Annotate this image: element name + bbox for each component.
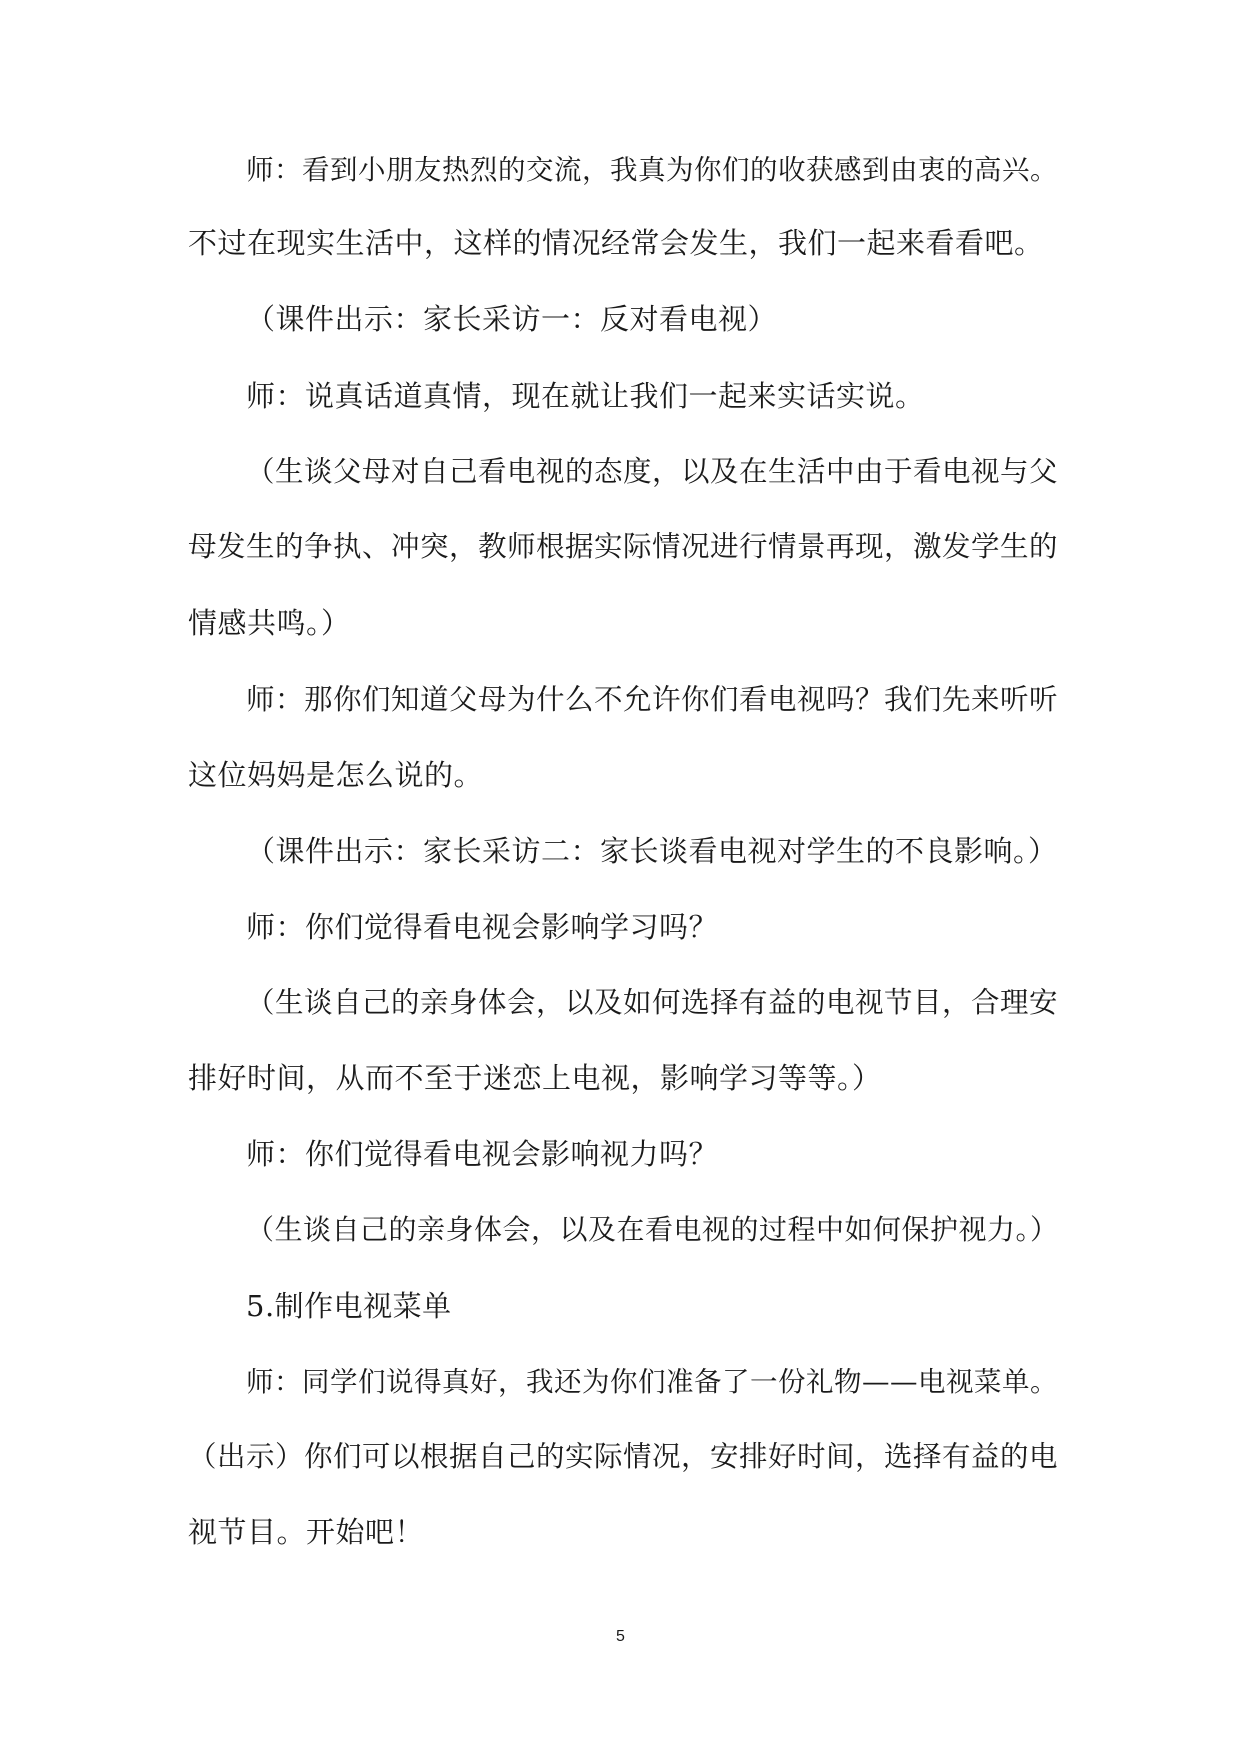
text-line: （出示）你们可以根据自己的实际情况，安排好时间，选择有益的电 [188,1440,1059,1473]
text-line: （课件出示：家长采访一：反对看电视） [246,302,778,336]
page-number: 5 [616,1628,625,1645]
text-line: 这位妈妈是怎么说的。 [188,758,484,792]
text-line: （课件出示：家长采访二：家长谈看电视对学生的不良影响。） [246,834,1058,868]
text-line: 母发生的争执、冲突，教师根据实际情况进行情景再现，激发学生的 [188,530,1059,563]
text-line: 情感共鸣。） [188,606,351,640]
text-line: 不过在现实生活中，这样的情况经常会发生，我们一起来看看吧。 [188,226,1044,260]
text-line: 师：同学们说得真好，我还为你们准备了一份礼物——电视菜单。 [246,1366,1058,1398]
text-line: 视节目。开始吧！ [188,1515,425,1549]
text-line: 师：你们觉得看电视会影响学习吗？ [246,910,719,944]
section-heading: 5.制作电视菜单 [246,1289,452,1323]
text-line: 师：你们觉得看电视会影响视力吗？ [246,1137,719,1171]
text-line: 师：说真话道真情，现在就让我们一起来实话实说。 [246,379,925,413]
text-line: 排好时间，从而不至于迷恋上电视，影响学习等等。） [188,1061,882,1095]
text-line: 师：看到小朋友热烈的交流，我真为你们的收获感到由衷的高兴。 [246,154,1058,186]
text-line: （生谈父母对自己看电视的态度，以及在生活中由于看电视与父 [246,455,1059,488]
text-line: （生谈自己的亲身体会，以及在看电视的过程中如何保护视力。） [246,1213,1059,1246]
text-line: 师：那你们知道父母为什么不允许你们看电视吗？我们先来听听 [246,683,1059,716]
text-line: （生谈自己的亲身体会，以及如何选择有益的电视节目，合理安 [246,986,1059,1019]
